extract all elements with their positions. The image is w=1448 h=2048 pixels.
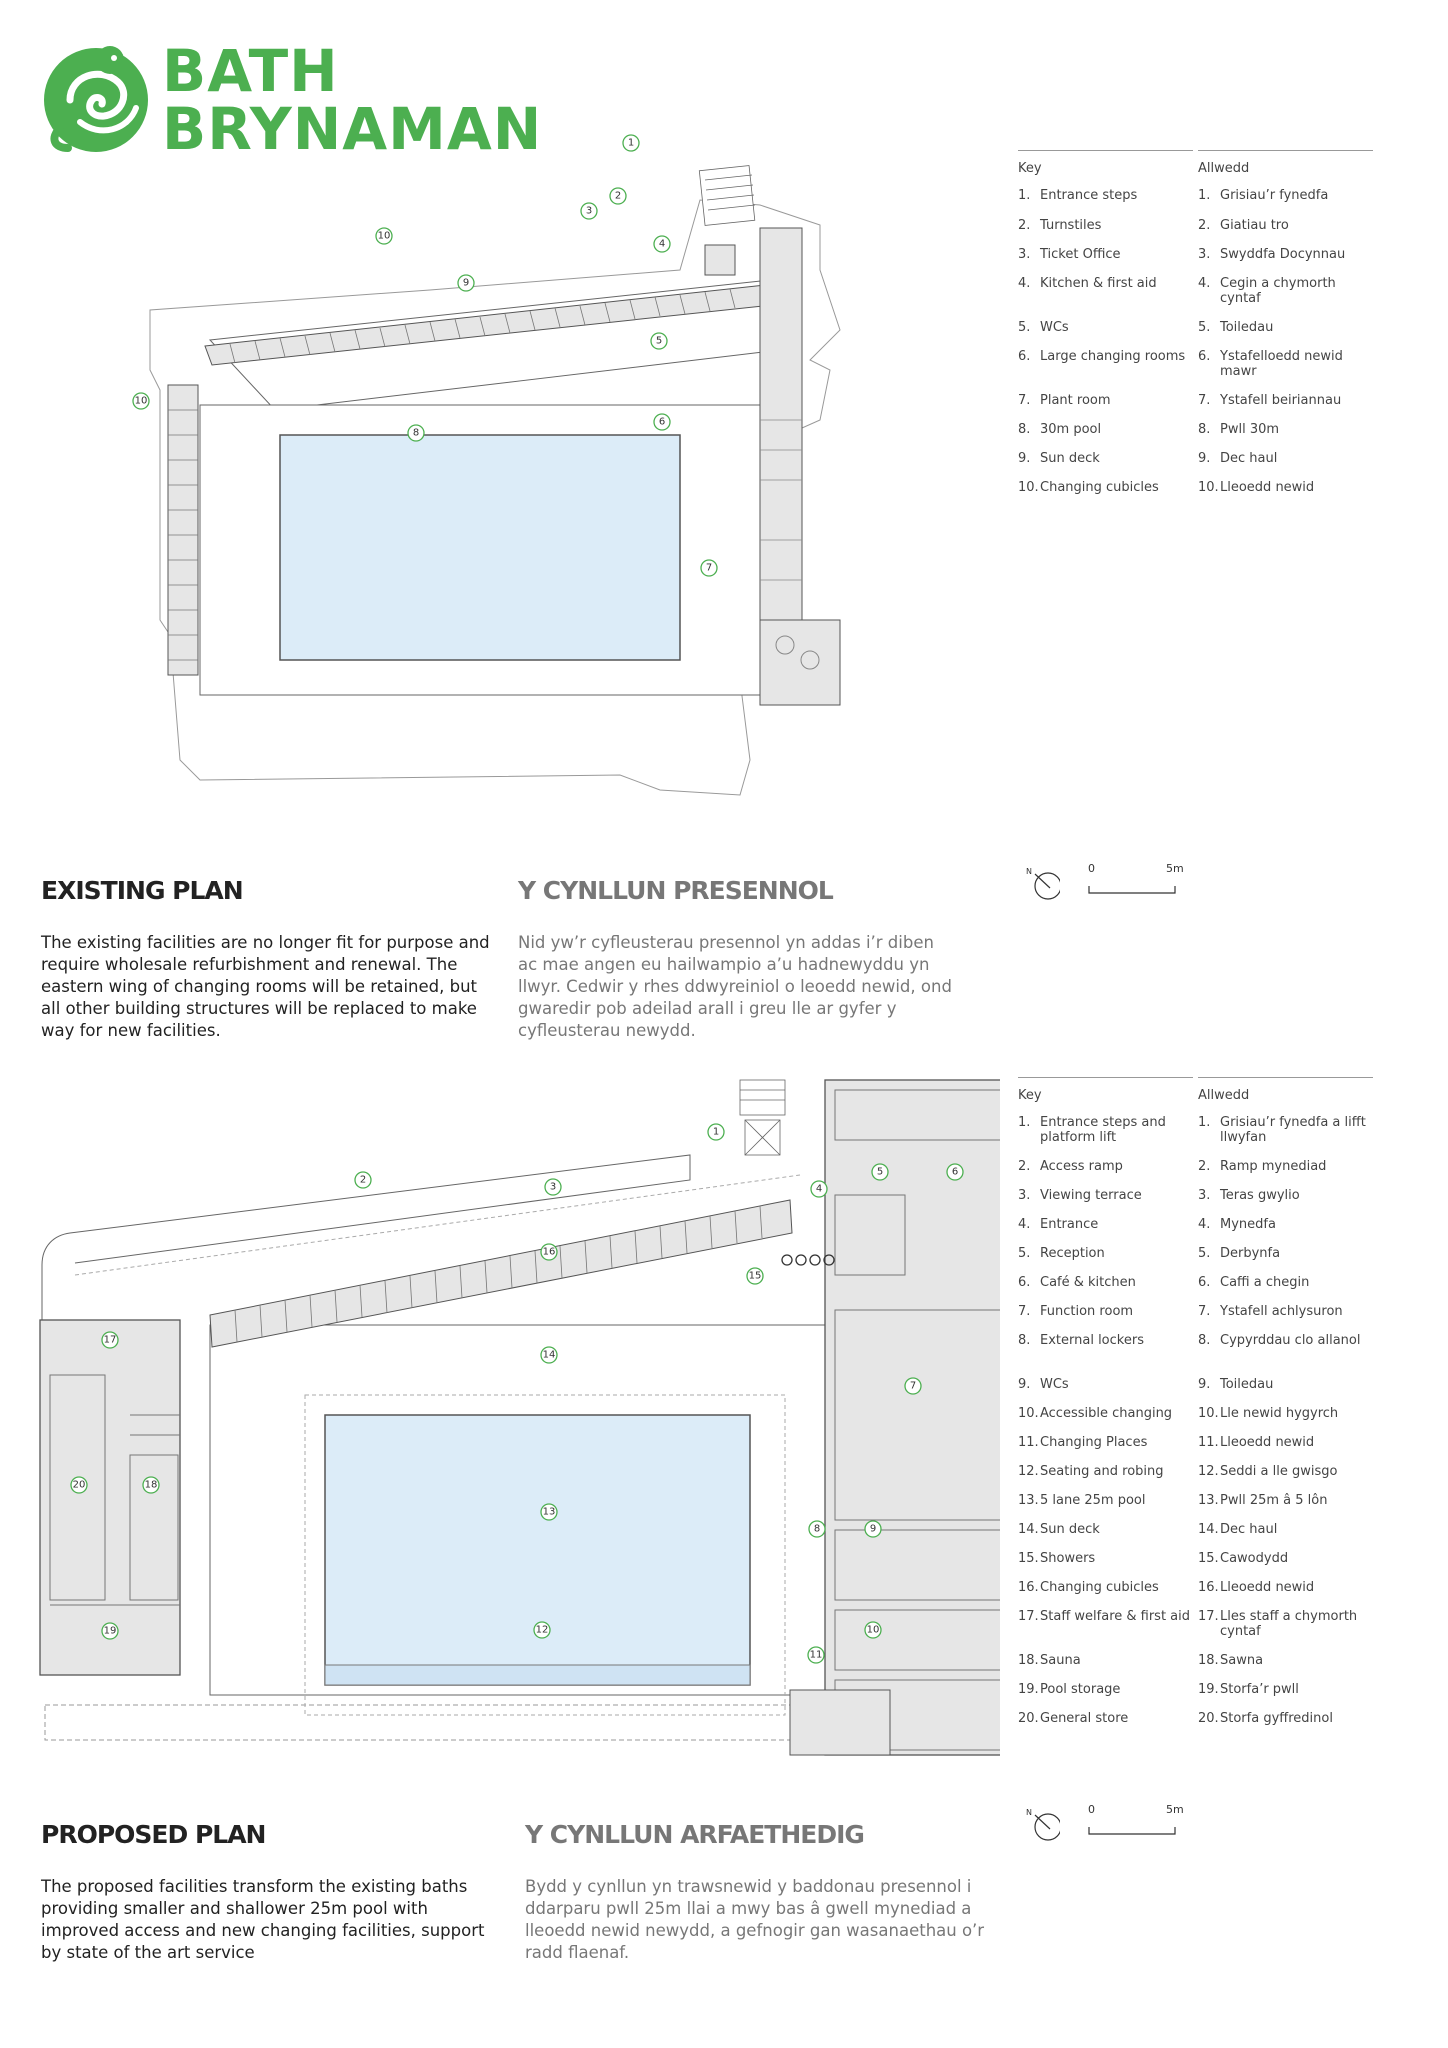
key-item: 8. External lockers [1018, 1333, 1144, 1348]
north-arrow-icon [1020, 864, 1060, 904]
proposed-scale-bar [1020, 1803, 1190, 1843]
key-item: 6. Large changing rooms [1018, 349, 1186, 364]
key-header: Allwedd [1198, 1077, 1373, 1103]
key-item: 8. Pwll 30m [1198, 422, 1280, 437]
key-item: 7. Plant room [1018, 393, 1111, 408]
key-item: 16. Lleoedd newid [1198, 1580, 1315, 1595]
existing-plan-description-welsh: Nid yw’r cyfleusterau presennol yn addas i’r diben ac mae angen eu hailwampio a’u hadnewyddu yn llwyr. Cedwir y rhes ddwyreiniol o leoedd newid, ond gwaredir pob adeilad arall i greu lle ar gyfer y cyfleusterau newydd. [518, 933, 952, 1040]
key-header: Key [1018, 150, 1193, 176]
existing-scale-bar [1020, 862, 1190, 902]
key-item: 12. Seddi a lle gwisgo [1198, 1464, 1338, 1479]
scale-line [1088, 884, 1188, 896]
key-item: 18. Sauna [1018, 1653, 1081, 1668]
scale-five-label: 5m [1166, 1803, 1184, 1816]
svg-text:9: 9 [462, 277, 470, 289]
existing-plan-heading-welsh: Y CYNLLUN PRESENNOL [518, 876, 833, 905]
svg-text:3: 3 [585, 205, 593, 217]
key-item: 10. Changing cubicles [1018, 480, 1159, 495]
svg-text:4: 4 [658, 238, 666, 250]
existing-plan-heading: EXISTING PLAN [41, 876, 243, 905]
svg-text:10: 10 [866, 1624, 880, 1636]
svg-text:10: 10 [377, 230, 391, 242]
svg-text:16: 16 [542, 1246, 556, 1258]
key-item: 4. Kitchen & first aid [1018, 276, 1157, 291]
key-item: 2. Ramp mynediad [1198, 1159, 1327, 1174]
key-item: 10. Lleoedd newid [1198, 480, 1315, 495]
key-item: 12. Seating and robing [1018, 1464, 1164, 1479]
key-item: 1. Entrance steps [1018, 188, 1138, 203]
key-item: 7. Ystafell beiriannau [1198, 393, 1342, 408]
key-item: 20. Storfa gyffredinol [1198, 1711, 1333, 1726]
proposed-plan-description: The proposed facilities transform the existing baths providing smaller and shallower 25m pool with improved access and new changing facilities, support by state of the art service [41, 1877, 485, 1962]
key-item: 15. Showers [1018, 1551, 1096, 1566]
existing-key-english [1018, 150, 1193, 509]
svg-text:8: 8 [813, 1523, 821, 1535]
key-header: Key [1018, 1077, 1193, 1103]
svg-text:18: 18 [144, 1479, 158, 1491]
key-item: 11. Lleoedd newid [1198, 1435, 1315, 1450]
existing-plan-drawing [120, 120, 1000, 810]
key-item: 10. Lle newid hygyrch [1198, 1406, 1339, 1421]
key-item: 5. WCs [1018, 320, 1069, 335]
key-item: 3. Teras gwylio [1198, 1188, 1300, 1203]
svg-text:1: 1 [712, 1126, 720, 1138]
svg-text:13: 13 [542, 1506, 556, 1518]
key-item: 4. Cegin a chymorth cyntaf [1198, 276, 1336, 306]
key-item: 3. Viewing terrace [1018, 1188, 1142, 1203]
key-item: 3. Ticket Office [1018, 247, 1121, 262]
svg-text:19: 19 [103, 1625, 117, 1637]
key-header: Allwedd [1198, 150, 1373, 176]
key-item: 9. WCs [1018, 1377, 1069, 1392]
key-item: 4. Entrance [1018, 1217, 1099, 1232]
key-item: 2. Turnstiles [1018, 218, 1102, 233]
svg-text:15: 15 [748, 1270, 762, 1282]
key-item: 7. Function room [1018, 1304, 1134, 1319]
svg-text:20: 20 [72, 1479, 86, 1491]
svg-text:N: N [1026, 1808, 1032, 1817]
key-item: 2. Giatiau tro [1198, 218, 1289, 233]
key-item: 8. 30m pool [1018, 422, 1102, 437]
svg-text:6: 6 [658, 416, 666, 428]
proposed-plan-drawing [30, 1065, 1000, 1765]
key-item: 5. Reception [1018, 1246, 1105, 1261]
key-item: 6. Ystafelloedd newid mawr [1198, 349, 1343, 379]
proposed-key-welsh [1198, 1077, 1373, 1740]
svg-text:4: 4 [815, 1183, 823, 1195]
key-item: 5. Toiledau [1198, 320, 1274, 335]
svg-text:14: 14 [542, 1349, 556, 1361]
proposed-plan-description-welsh: Bydd y cynllun yn trawsnewid y baddonau presennol i ddarparu pwll 25m llai a mwy bas â gwell mynediad a lleoedd newid newydd, a gefnogir gan wasanaethau o’r radd flaenaf. [525, 1877, 985, 1962]
scale-zero-label: 0 [1088, 862, 1095, 875]
key-item: 8. Cypyrddau clo allanol [1198, 1333, 1361, 1348]
key-item: 4. Mynedfa [1198, 1217, 1276, 1232]
key-item: 1. Entrance steps and platform lift [1018, 1115, 1166, 1145]
scale-zero-label: 0 [1088, 1803, 1095, 1816]
key-item: 10. Accessible changing [1018, 1406, 1173, 1421]
key-item: 15. Cawodydd [1198, 1551, 1289, 1566]
scale-line [1088, 1825, 1188, 1837]
svg-text:12: 12 [535, 1624, 549, 1636]
logo-line-1: BATH [162, 37, 339, 105]
proposed-plan-heading-welsh: Y CYNLLUN ARFAETHEDIG [525, 1820, 864, 1849]
key-item: 13. 5 lane 25m pool [1018, 1493, 1146, 1508]
key-item: 11. Changing Places [1018, 1435, 1148, 1450]
svg-text:10: 10 [134, 395, 148, 407]
key-item: 17. Lles staff a chymorth cyntaf [1198, 1609, 1358, 1639]
key-item: 6. Caffi a chegin [1198, 1275, 1310, 1290]
key-item: 2. Access ramp [1018, 1159, 1123, 1174]
svg-text:9: 9 [869, 1523, 877, 1535]
key-item: 17. Staff welfare & first aid [1018, 1609, 1191, 1624]
key-item: 14. Dec haul [1198, 1522, 1278, 1537]
existing-plan-description: The existing facilities are no longer fit for purpose and require wholesale refurbishment and renewal. The eastern wing of changing rooms will be retained, but all other building structures will be replaced to make way for new facilities. [41, 933, 490, 1040]
svg-text:17: 17 [103, 1334, 117, 1346]
svg-text:5: 5 [655, 335, 663, 347]
proposed-key-english [1018, 1077, 1193, 1740]
svg-text:6: 6 [951, 1166, 959, 1178]
key-item: 1. Grisiau’r fynedfa a lifft llwyfan [1198, 1115, 1366, 1145]
key-item: 6. Café & kitchen [1018, 1275, 1136, 1290]
svg-text:N: N [1026, 867, 1032, 876]
key-item: 14. Sun deck [1018, 1522, 1100, 1537]
key-item: 9. Dec haul [1198, 451, 1278, 466]
key-item: 7. Ystafell achlysuron [1198, 1304, 1343, 1319]
existing-key-welsh [1198, 150, 1373, 509]
key-item: 13. Pwll 25m â 5 lôn [1198, 1493, 1328, 1508]
key-item: 9. Sun deck [1018, 451, 1100, 466]
key-item: 19. Pool storage [1018, 1682, 1121, 1697]
svg-text:11: 11 [809, 1649, 823, 1661]
key-item: 20. General store [1018, 1711, 1129, 1726]
key-item: 9. Toiledau [1198, 1377, 1274, 1392]
svg-text:5: 5 [876, 1166, 884, 1178]
svg-text:8: 8 [412, 427, 420, 439]
logo-line-2: BRYNAMAN [162, 95, 543, 163]
key-item: 18. Sawna [1198, 1653, 1264, 1668]
north-arrow-icon [1020, 1805, 1060, 1845]
svg-text:2: 2 [359, 1174, 367, 1186]
key-item: 3. Swyddfa Docynnau [1198, 247, 1346, 262]
scale-five-label: 5m [1166, 862, 1184, 875]
proposed-plan-heading: PROPOSED PLAN [41, 1820, 266, 1849]
svg-text:3: 3 [549, 1181, 557, 1193]
key-item: 19. Storfa’r pwll [1198, 1682, 1299, 1697]
svg-text:7: 7 [705, 562, 713, 574]
svg-text:1: 1 [627, 137, 635, 149]
svg-text:2: 2 [614, 190, 622, 202]
svg-text:7: 7 [909, 1380, 917, 1392]
key-item: 16. Changing cubicles [1018, 1580, 1159, 1595]
key-item: 5. Derbynfa [1198, 1246, 1281, 1261]
key-item: 1. Grisiau’r fynedfa [1198, 188, 1329, 203]
